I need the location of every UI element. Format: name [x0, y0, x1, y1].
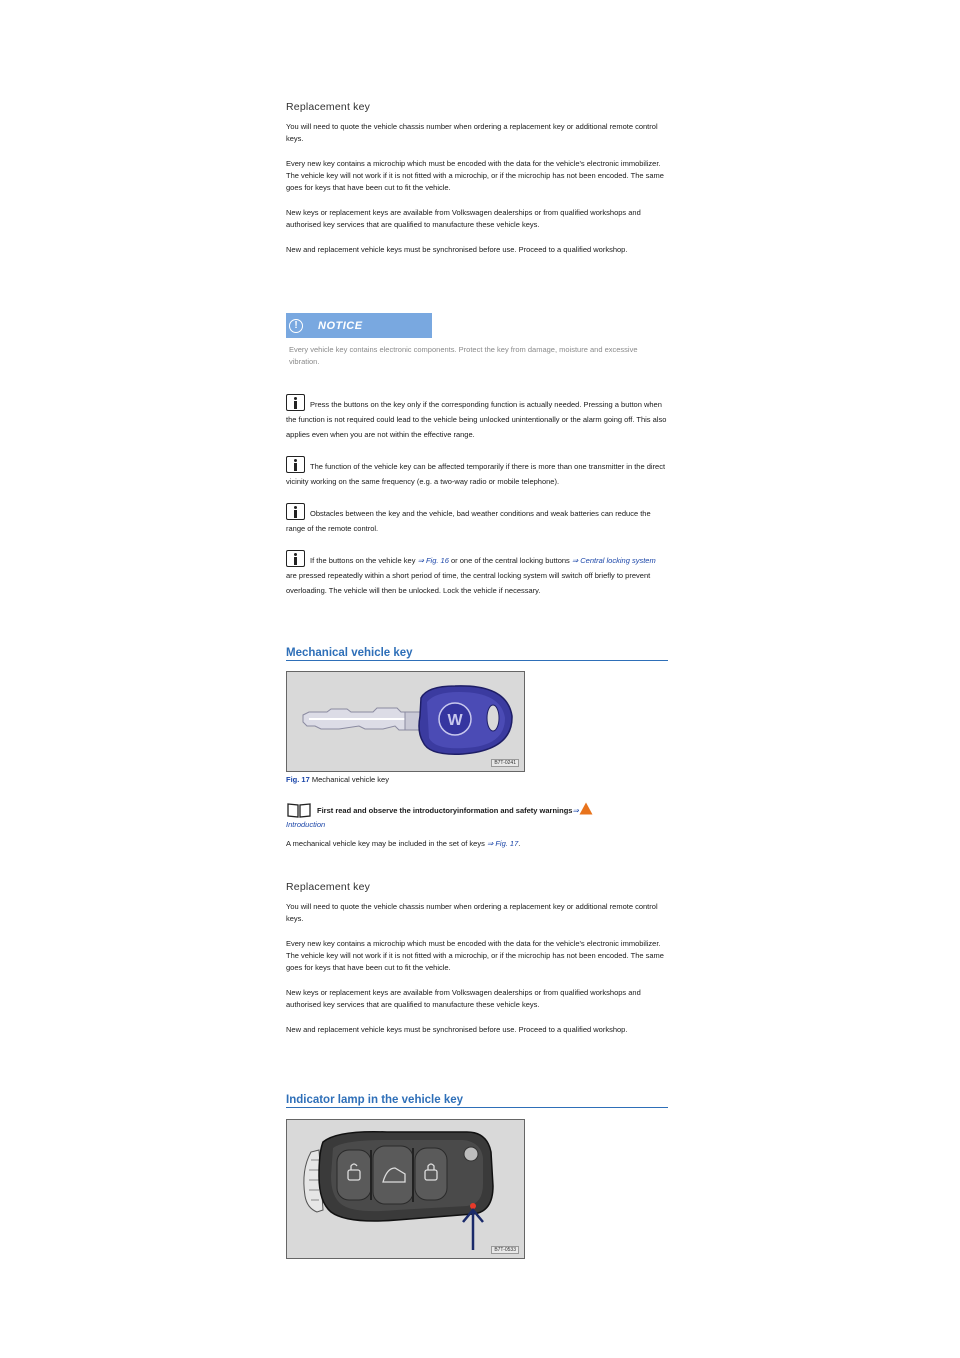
paragraph: New keys or replacement keys are available from Volkswagen dealerships or from qualified workshops and authorised key services that are qualified to manufacture these vehicle keys.: [286, 988, 641, 1009]
paragraph: A mechanical vehicle key may be included in the set of keys ⇒ Fig. 17.: [286, 839, 521, 848]
caption-label: Fig. 17: [286, 775, 310, 784]
notice-header: [286, 313, 432, 338]
notice-box: [286, 313, 668, 368]
replacement-key-block-2: [286, 881, 668, 1050]
fig-16-link[interactable]: ⇒ Fig. 16: [417, 556, 449, 565]
notice-text: Every vehicle key contains electronic components. Protect the key from damage, moisture and excessive vibration.: [289, 345, 638, 366]
section-title: Mechanical vehicle key: [286, 647, 668, 661]
mechanical-key-illustration: [287, 672, 524, 771]
info-notes: [286, 394, 668, 608]
info-icon: [286, 394, 305, 411]
figure-caption: [286, 773, 668, 784]
svg-text:W: W: [447, 712, 463, 729]
notice-title: NOTICE: [318, 319, 363, 332]
mechanical-key-section: [286, 647, 668, 661]
info-icon: [286, 456, 305, 473]
intro-block: First read and observe the introductoryinformation and safety warnings⇒ Introduction A mechanical vehicle key may be included in the set of keys ⇒ Fig. 17.: [286, 802, 668, 864]
info-note: The function of the vehicle key can be affected temporarily if there is more than one transmitter in the direct vicinity working on the same frequency (e.g. a two-way radio or mobile telephone).: [286, 456, 668, 489]
subheading: Replacement key: [286, 881, 371, 893]
figure-code: B7T-0533: [491, 1246, 519, 1254]
introduction-link[interactable]: Introduction: [286, 820, 326, 829]
central-locking-link[interactable]: ⇒ Central locking system: [571, 556, 656, 565]
info-icon: [286, 503, 305, 520]
info-note: Obstacles between the key and the vehicle, bad weather conditions and weak batteries can reduce the range of the remote control.: [286, 503, 668, 536]
paragraph: Every new key contains a microchip which must be encoded with the data for the vehicle's electronic immobilizer. The vehicle key will not work if it is not fitted with a microchip, or if the microchip has not been encoded. The same goes for keys that have been cut to fit the vehicle.: [286, 939, 664, 972]
paragraph: Every new key contains a microchip which must be encoded with the data for the vehicle's electronic immobilizer. The vehicle key will not work if it is not fitted with a microchip, or if the microchip has not been encoded. The same goes for keys that have been cut to fit the vehicle.: [286, 159, 664, 192]
paragraph: New keys or replacement keys are available from Volkswagen dealerships or from qualified workshops and authorised key services that are qualified to manufacture these vehicle keys.: [286, 208, 641, 229]
info-icon: [286, 550, 305, 567]
mechanical-key-figure: [286, 671, 525, 772]
paragraph: New and replacement vehicle keys must be synchronised before use. Proceed to a qualified workshop.: [286, 1025, 628, 1034]
indicator-lamp-figure: [286, 1119, 525, 1259]
subheading: Replacement key: [286, 101, 371, 113]
figure-code: B7T-0241: [491, 759, 519, 767]
warning-triangle-icon: [579, 802, 593, 815]
exclamation-circle-icon: !: [289, 319, 303, 333]
caption-text: Mechanical vehicle key: [311, 775, 389, 784]
paragraph: You will need to quote the vehicle chassis number when ordering a replacement key or additional remote control keys.: [286, 902, 658, 923]
info-note: Press the buttons on the key only if the corresponding function is actually needed. Pressing a button when the function is not required could lead to the vehicle being unlocked unintentionally or the alarm going off. This also applies even when you are not within the effective range.: [286, 394, 668, 442]
section-title: Indicator lamp in the vehicle key: [286, 1094, 668, 1108]
indicator-lamp-section: [286, 1094, 668, 1108]
book-icon: [286, 802, 312, 818]
remote-key-illustration: [287, 1120, 524, 1258]
paragraph: You will need to quote the vehicle chassis number when ordering a replacement key or additional remote control keys.: [286, 122, 658, 143]
replacement-key-block-1: [286, 101, 668, 270]
paragraph: New and replacement vehicle keys must be synchronised before use. Proceed to a qualified workshop.: [286, 245, 628, 254]
intro-text: First read and observe the introductoryinformation and safety warnings: [317, 806, 573, 815]
fig-17-link[interactable]: ⇒ Fig. 17: [486, 839, 519, 848]
info-note: If the buttons on the vehicle key ⇒ Fig. 16 or one of the central locking buttons ⇒ Central locking system are pressed repeatedly within a short period of time, the central locking system will switch off briefly to prevent overloading. The vehicle will then be unlocked. Lock the vehicle if necessary.: [286, 550, 668, 598]
